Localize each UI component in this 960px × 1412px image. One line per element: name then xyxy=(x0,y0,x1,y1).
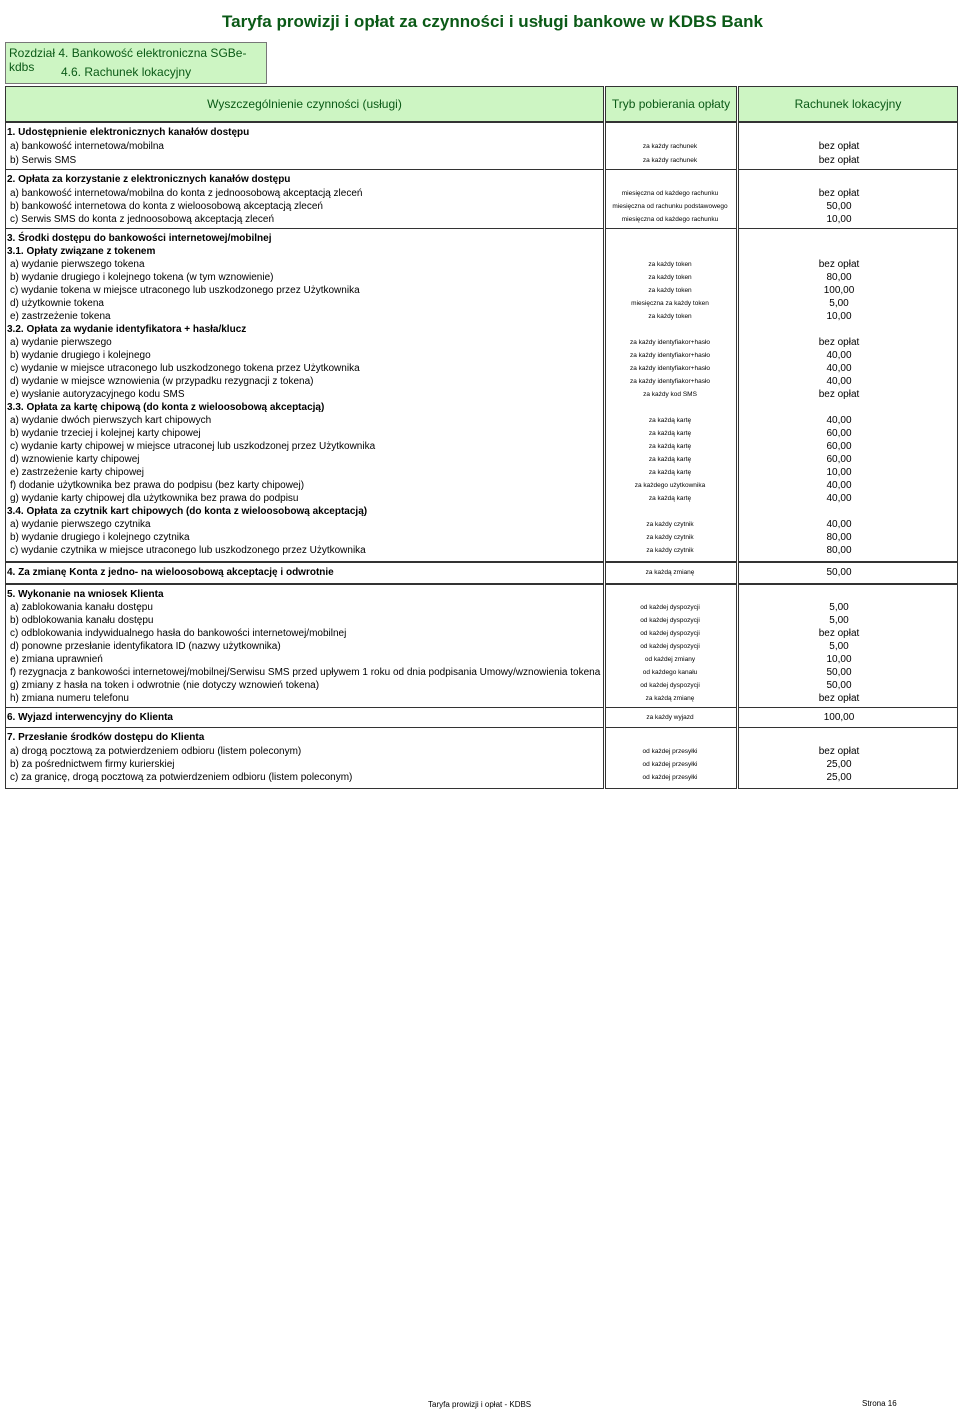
row-description: a) bankowość internetowa/mobilna xyxy=(10,141,164,152)
row-charge-mode: za każdą kartę xyxy=(648,430,692,437)
row-description: 7. Przesłanie środków dostępu do Klienta xyxy=(7,732,205,743)
row-description: e) zastrzeżenie tokena xyxy=(10,311,111,322)
row-charge-mode: za każdy identyfiakor+hasło xyxy=(629,365,711,372)
row-description: a) wydanie pierwszego tokena xyxy=(10,259,145,270)
row-description: h) zmiana numeru telefonu xyxy=(10,693,129,704)
row-description: b) wydanie trzeciej i kolejnej karty chipowej xyxy=(10,428,201,439)
row-charge-mode: od każdej przesyłki xyxy=(642,748,698,755)
row-charge-mode: za każdy token xyxy=(648,313,692,320)
row-charge-mode: od każdej przesyłki xyxy=(642,761,698,768)
row-charge-mode: za każdy token xyxy=(648,261,692,268)
row-fee: 50,00 xyxy=(826,201,852,212)
row-fee: 40,00 xyxy=(826,519,852,530)
header-mode: Tryb pobierania opłaty xyxy=(605,86,737,122)
row-fee: 25,00 xyxy=(826,759,852,770)
row-description: a) wydanie pierwszego xyxy=(10,337,112,348)
row-description: d) wznowienie karty chipowej xyxy=(10,454,140,465)
row-charge-mode: miesięczna od rachunku podstawowego xyxy=(612,203,728,210)
row-charge-mode: za każdy identyfiakor+hasło xyxy=(629,352,711,359)
row-fee: bez opłat xyxy=(818,155,860,166)
row-charge-mode: od każdej dyspozycji xyxy=(640,617,700,624)
row-fee: 80,00 xyxy=(826,545,852,556)
row-description: 4. Za zmianę Konta z jedno- na wieloosobową akceptację i odwrotnie xyxy=(7,567,334,578)
row-description: 3.1. Opłaty związane z tokenem xyxy=(7,246,156,257)
row-charge-mode: za każdy token xyxy=(648,287,692,294)
row-charge-mode: za każdy czytnik xyxy=(646,534,694,541)
row-fee: 60,00 xyxy=(826,441,852,452)
footer-doc-name: Taryfa prowizji i opłat - KDBS xyxy=(428,1400,532,1409)
row-fee: 10,00 xyxy=(826,654,852,665)
row-description: b) wydanie drugiego i kolejnego xyxy=(10,350,151,361)
row-description: b) bankowość internetowa do konta z wieloosobową akceptacją zleceń xyxy=(10,201,323,212)
row-description: c) odblokowania indywidualnego hasła do bankowości internetowej/mobilnej xyxy=(10,628,347,639)
row-charge-mode: za każdy token xyxy=(648,274,692,281)
row-fee: 40,00 xyxy=(826,415,852,426)
footer-page-number: Strona 16 xyxy=(862,1399,897,1408)
row-description: e) zastrzeżenie karty chipowej xyxy=(10,467,144,478)
row-fee: bez opłat xyxy=(818,693,860,704)
row-charge-mode: za każdą kartę xyxy=(648,495,692,502)
row-charge-mode: miesięczna od każdego rachunku xyxy=(621,190,719,197)
row-description: b) Serwis SMS xyxy=(10,155,77,166)
row-fee: 5,00 xyxy=(829,615,849,626)
row-fee: 5,00 xyxy=(829,298,849,309)
row-charge-mode: za każdy rachunek xyxy=(642,157,698,164)
row-charge-mode: za każdą zmianę xyxy=(645,695,695,702)
row-description: 5. Wykonanie na wniosek Klienta xyxy=(7,589,164,600)
row-charge-mode: za każdy czytnik xyxy=(646,547,694,554)
row-description: c) wydanie tokena w miejsce utraconego lub uszkodzonego przez Użytkownika xyxy=(10,285,360,296)
row-fee: 100,00 xyxy=(823,285,855,296)
row-fee: 80,00 xyxy=(826,532,852,543)
row-charge-mode: za każdą kartę xyxy=(648,417,692,424)
row-description: c) Serwis SMS do konta z jednoosobową akceptacją zleceń xyxy=(10,214,275,225)
row-description: f) rezygnacja z bankowości internetowej/mobilnej/Serwisu SMS przed upływem 1 roku od dnia podpisania Umowy/wznowienia tokena xyxy=(10,667,601,678)
row-description: b) odblokowania kanału dostępu xyxy=(10,615,154,626)
row-fee: 40,00 xyxy=(826,480,852,491)
row-fee: 60,00 xyxy=(826,454,852,465)
row-fee: 10,00 xyxy=(826,311,852,322)
row-fee: bez opłat xyxy=(818,141,860,152)
row-description: 1. Udostępnienie elektronicznych kanałów dostępu xyxy=(7,127,250,138)
row-fee: 50,00 xyxy=(826,667,852,678)
row-fee: 25,00 xyxy=(826,772,852,783)
row-fee: 100,00 xyxy=(823,712,855,723)
row-fee: bez opłat xyxy=(818,337,860,348)
row-charge-mode: za każdą kartę xyxy=(648,443,692,450)
row-fee: 50,00 xyxy=(826,680,852,691)
row-charge-mode: od każdej dyspozycji xyxy=(640,604,700,611)
row-description: b) wydanie drugiego i kolejnego czytnika xyxy=(10,532,190,543)
row-description: d) wydanie w miejsce wznowienia (w przypadku rezygnacji z tokena) xyxy=(10,376,314,387)
row-fee: bez opłat xyxy=(818,628,860,639)
row-charge-mode: za każdą kartę xyxy=(648,456,692,463)
row-fee: 10,00 xyxy=(826,214,852,225)
row-charge-mode: za każdy wyjazd xyxy=(646,714,694,721)
row-fee: bez opłat xyxy=(818,188,860,199)
row-description: d) ponowne przesłanie identyfikatora ID (nazwy użytkownika) xyxy=(10,641,281,652)
row-charge-mode: za każdy identyfiakor+hasło xyxy=(629,339,711,346)
row-charge-mode: za każdego użytkownika xyxy=(634,482,706,489)
row-description: b) za pośrednictwem firmy kurierskiej xyxy=(10,759,175,770)
header-description: Wyszczególnienie czynności (usługi) xyxy=(5,86,604,122)
row-description: c) wydanie czytnika w miejsce utraconego lub uszkodzonego przez Użytkownika xyxy=(10,545,366,556)
row-description: b) wydanie drugiego i kolejnego tokena (w tym wznowienie) xyxy=(10,272,274,283)
row-fee: 80,00 xyxy=(826,272,852,283)
row-description: c) wydanie karty chipowej w miejsce utraconej lub uszkodzonej przez Użytkownika xyxy=(10,441,376,452)
row-fee: bez opłat xyxy=(818,746,860,757)
row-fee: 5,00 xyxy=(829,602,849,613)
row-description: 2. Opłata za korzystanie z elektronicznych kanałów dostępu xyxy=(7,174,291,185)
row-charge-mode: od każdej dyspozycji xyxy=(640,643,700,650)
row-description: d) użytkownie tokena xyxy=(10,298,104,309)
row-description: g) wydanie karty chipowej dla użytkownika bez prawa do podpisu xyxy=(10,493,299,504)
row-fee: 40,00 xyxy=(826,363,852,374)
row-charge-mode: od każdej dyspozycji xyxy=(640,682,700,689)
subchapter-title: 4.6. Rachunek lokacyjny xyxy=(61,65,192,79)
row-charge-mode: za każdy kod SMS xyxy=(643,391,697,398)
row-description: 3.4. Opłata za czytnik kart chipowych (do konta z wieloosobową akceptacją) xyxy=(7,506,368,517)
row-description: c) za granicę, drogą pocztową za potwierdzeniem odbioru (listem poleconym) xyxy=(10,772,353,783)
section-box xyxy=(5,42,267,84)
row-description: c) wydanie w miejsce utraconego lub uszkodzonego tokena przez Użytkownika xyxy=(10,363,360,374)
row-description: f) dodanie użytkownika bez prawa do podpisu (bez karty chipowej) xyxy=(10,480,305,491)
header-fee: Rachunek lokacyjny xyxy=(738,86,958,122)
row-fee: 5,00 xyxy=(829,641,849,652)
row-charge-mode: od każdej dyspozycji xyxy=(640,630,700,637)
row-charge-mode: za każdy czytnik xyxy=(646,521,694,528)
row-charge-mode: od każdej przesyłki xyxy=(642,774,698,781)
row-fee: 40,00 xyxy=(826,493,852,504)
row-charge-mode: za każdą kartę xyxy=(648,469,692,476)
row-charge-mode: od każdej zmiany xyxy=(644,656,696,663)
row-fee: 40,00 xyxy=(826,376,852,387)
row-fee: 40,00 xyxy=(826,350,852,361)
row-description: a) zablokowania kanału dostępu xyxy=(10,602,153,613)
row-fee: bez opłat xyxy=(818,389,860,400)
row-fee: 60,00 xyxy=(826,428,852,439)
row-description: a) wydanie pierwszego czytnika xyxy=(10,519,151,530)
row-description: a) wydanie dwóch pierwszych kart chipowych xyxy=(10,415,212,426)
row-description: 6. Wyjazd interwencyjny do Klienta xyxy=(7,712,173,723)
row-fee: 10,00 xyxy=(826,467,852,478)
page-title: Taryfa prowizji i opłat za czynności i usługi bankowe w KDBS Bank xyxy=(222,12,763,31)
row-description: e) wysłanie autoryzacyjnego kodu SMS xyxy=(10,389,185,400)
chapter-title: Rozdział 4. Bankowość elektroniczna SGBe-kdbs xyxy=(9,46,247,74)
row-charge-mode: za każdy identyfiakor+hasło xyxy=(629,378,711,385)
row-description: e) zmiana uprawnień xyxy=(10,654,103,665)
row-charge-mode: za każdy rachunek xyxy=(642,143,698,150)
row-charge-mode: miesięczna za każdy token xyxy=(631,300,709,307)
row-description: a) bankowość internetowa/mobilna do konta z jednoosobową akceptacją zleceń xyxy=(10,188,363,199)
row-description: 3.3. Opłata za kartę chipową (do konta z wieloosobową akceptacją) xyxy=(7,402,325,413)
row-charge-mode: za każdą zmianę xyxy=(645,569,695,576)
row-description: g) zmiany z hasła na token i odwrotnie (nie dotyczy wznowień tokena) xyxy=(10,680,320,691)
row-charge-mode: miesięczna od każdego rachunku xyxy=(621,216,719,223)
row-fee: bez opłat xyxy=(818,259,860,270)
row-fee: 50,00 xyxy=(826,567,852,578)
row-description: a) drogą pocztową za potwierdzeniem odbioru (listem poleconym) xyxy=(10,746,302,757)
row-description: 3. Środki dostępu do bankowości internetowej/mobilnej xyxy=(7,233,272,244)
row-charge-mode: od każdego kanału xyxy=(642,669,698,676)
row-description: 3.2. Opłata za wydanie identyfikatora + hasła/klucz xyxy=(7,324,247,335)
